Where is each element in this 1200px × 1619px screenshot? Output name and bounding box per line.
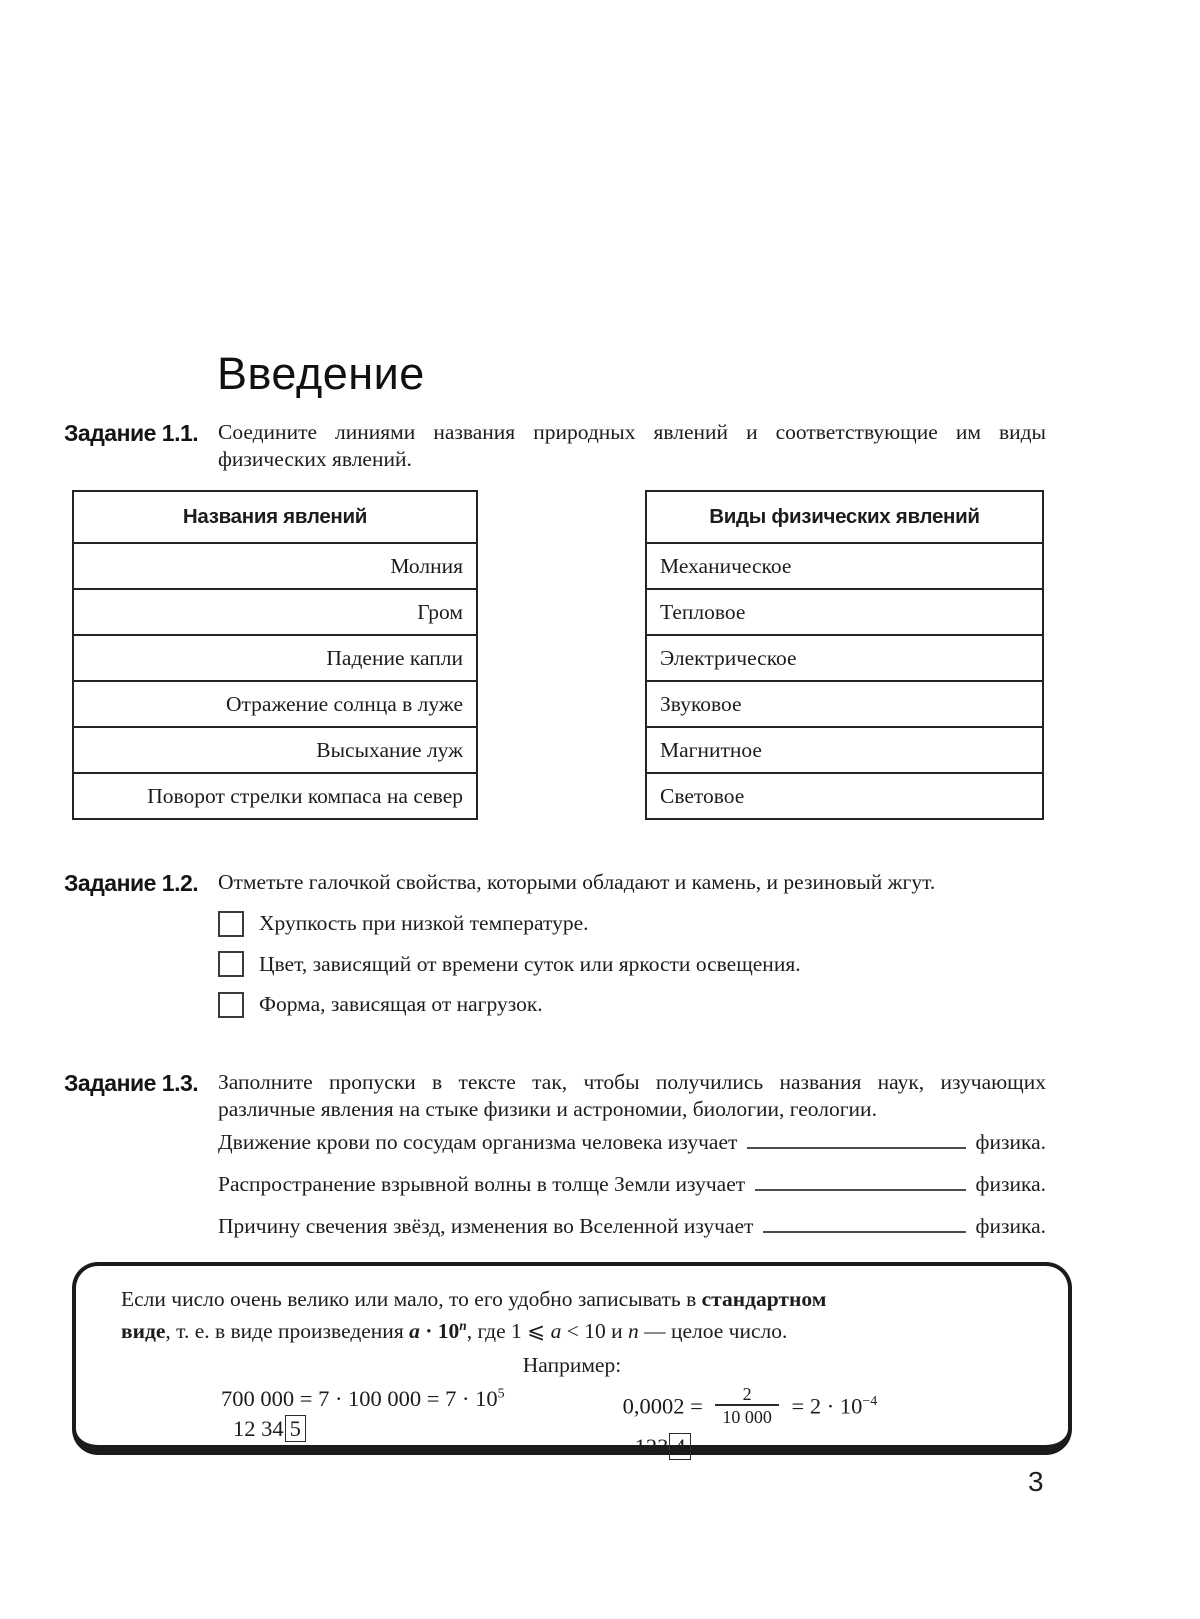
fill-line-suffix: физика. <box>975 1130 1046 1154</box>
fraction-numerator: 2 <box>742 1383 752 1404</box>
example-label: Например: <box>522 1352 622 1377</box>
page-title: Введение <box>217 348 425 399</box>
table-row[interactable]: Высыхание луж <box>74 728 476 774</box>
fill-line-text: Причину свечения звёзд, изменения во Вселенной изучает <box>218 1214 754 1238</box>
checklist-item <box>218 991 1048 1018</box>
task-1-1-label: Задание 1.1. <box>64 420 199 446</box>
phenomena-names-header: Названия явлений <box>74 492 476 544</box>
info-box-line-2 <box>121 1315 1023 1347</box>
info-text: — целое число. <box>638 1319 788 1344</box>
task-1-1 <box>64 419 1046 473</box>
table-row[interactable]: Гром <box>74 590 476 636</box>
fill-in-lines <box>218 1130 1046 1256</box>
info-text: Если число очень велико или мало, то его удобно записывать в <box>121 1287 702 1311</box>
checklist-item <box>218 910 1048 937</box>
table-row[interactable]: Механическое <box>647 544 1042 590</box>
fill-blank[interactable] <box>755 1174 965 1191</box>
checkbox-label: Цвет, зависящий от времени суток или яркости освещения. <box>259 951 801 976</box>
formula-exponent: 5 <box>497 1386 505 1401</box>
phenomena-names-table <box>72 490 478 820</box>
table-row[interactable]: Звуковое <box>647 682 1042 728</box>
task-1-3-text: Заполните пропуски в тексте так, чтобы получились названия наук, изучающих различные явления на стыке физики и астрономии, биологии, геологии. <box>218 1070 1046 1122</box>
boxed-digit: 5 <box>285 1415 306 1442</box>
fill-line <box>218 1214 1046 1256</box>
task-1-2-label: Задание 1.2. <box>64 870 199 896</box>
digit-count-line: 12 34 5 <box>221 1415 505 1442</box>
math-exponent: n <box>459 1318 467 1334</box>
table-row[interactable]: Молния <box>74 544 476 590</box>
task-1-3-label: Задание 1.3. <box>64 1070 199 1096</box>
standard-form-info-box <box>72 1262 1072 1459</box>
digit-count-line: 123 4 <box>623 1433 878 1460</box>
math-dot: · <box>419 1319 438 1344</box>
phenomena-types-table <box>645 490 1044 820</box>
checkbox[interactable] <box>218 911 244 937</box>
fill-line-text: Распространение взрывной волны в толще Земли изучает <box>218 1172 746 1196</box>
math-base: 10 <box>437 1319 460 1344</box>
info-text: , т. е. в виде произведения <box>165 1319 410 1344</box>
checklist-item <box>218 951 1048 978</box>
page-number: 3 <box>1028 1466 1044 1497</box>
info-text: < 10 и <box>561 1319 628 1344</box>
example-formula-1 <box>221 1386 505 1461</box>
example-formula-2 <box>622 1383 878 1461</box>
fraction-denominator: 10 000 <box>715 1404 779 1428</box>
table-row[interactable]: Тепловое <box>647 590 1042 636</box>
formula-line: 700 000 = 7 · 100 $000 = 7 \cdot 10^5$ <box>221 1385 505 1411</box>
math-var: a <box>409 1319 420 1344</box>
fill-line-suffix: физика. <box>975 1172 1046 1196</box>
math-var: n <box>627 1319 639 1344</box>
boxed-digit: 4 <box>669 1433 690 1460</box>
fill-line-text: Движение крови по сосудам организма человека изучает <box>218 1130 738 1154</box>
fill-line <box>218 1130 1046 1172</box>
checkbox[interactable] <box>218 992 244 1018</box>
fraction <box>715 1384 779 1428</box>
checkbox-label: Хрупкость при низкой температуре. <box>259 911 589 935</box>
table-row[interactable]: Магнитное <box>647 728 1042 774</box>
task-1-1-text: Соедините линиями названия природных явлений и соответствующие им виды физических явлений. <box>218 420 1046 472</box>
fill-line-suffix: физика. <box>975 1214 1046 1238</box>
fill-blank[interactable] <box>747 1132 965 1149</box>
task-1-3 <box>64 1069 1046 1123</box>
table-row[interactable]: Падение капли <box>74 636 476 682</box>
checkbox-label: Форма, зависящая от нагрузок. <box>259 992 543 1016</box>
properties-checklist <box>218 910 1048 1032</box>
info-text: , где 1 ⩽ <box>466 1319 551 1344</box>
phenomena-types-header: Виды физических явлений <box>647 492 1042 544</box>
formula-exponent: −4 <box>862 1393 878 1409</box>
example-formulas <box>121 1383 1023 1461</box>
info-box-line-1 <box>121 1283 1023 1315</box>
table-row[interactable]: Световое <box>660 783 745 808</box>
table-row[interactable]: Поворот стрелки компаса на север <box>147 783 463 808</box>
checkbox[interactable] <box>218 951 244 977</box>
task-1-2 <box>64 869 1046 897</box>
info-text-bold: виде <box>121 1319 166 1344</box>
formula-line: 0,0002 = $\frac{2}{10 000}$ = $2 \cdot 10^{-4}$ <box>622 1383 878 1428</box>
task-1-2-text: Отметьте галочкой свойства, которыми обладают и камень, и резиновый жгут. <box>218 870 936 894</box>
table-row[interactable]: Отражение солнца в луже <box>74 682 476 728</box>
table-row[interactable]: Электрическое <box>647 636 1042 682</box>
fill-blank[interactable] <box>763 1216 965 1233</box>
math-var: a <box>550 1319 562 1344</box>
info-text-bold: стандартном <box>701 1287 827 1311</box>
fill-line <box>218 1172 1046 1214</box>
